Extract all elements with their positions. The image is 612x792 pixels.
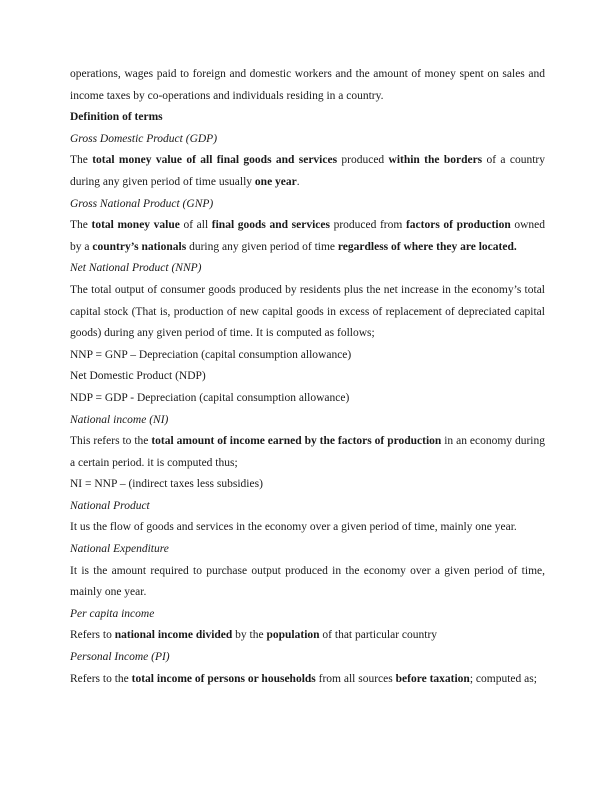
text-run: Personal Income (PI) bbox=[70, 651, 170, 664]
text-run: of that particular country bbox=[319, 629, 438, 642]
text-run: National income (NI) bbox=[70, 413, 169, 426]
text-run: It us the flow of goods and services in the economy over a given period of time, mainly one year. bbox=[70, 521, 517, 534]
text-run: total money value of all final goods and services bbox=[92, 154, 338, 167]
term-per-capita-income bbox=[70, 604, 545, 626]
term-national-expenditure bbox=[70, 539, 545, 561]
text-run: NDP = GDP - Depreciation (capital consumption allowance) bbox=[70, 391, 350, 404]
text-run: NNP = GNP – Depreciation (capital consumption allowance) bbox=[70, 348, 352, 361]
term-ndp bbox=[70, 366, 545, 388]
text-run: total income of persons or households bbox=[131, 672, 316, 685]
text-run: Refers to bbox=[70, 629, 115, 642]
text-run: final goods and services bbox=[211, 219, 330, 232]
text-run: national income divided bbox=[114, 629, 233, 642]
text-run: Per capita income bbox=[70, 607, 155, 620]
text-run: total amount of income earned by the factors of production bbox=[151, 435, 442, 448]
def-national-expenditure bbox=[70, 561, 545, 604]
text-run: This refers to the bbox=[70, 435, 152, 448]
text-run: . bbox=[296, 175, 300, 188]
def-national-income bbox=[70, 431, 545, 474]
text-run: NI = NNP – (indirect taxes less subsidies) bbox=[70, 478, 263, 491]
text-run: factors of production bbox=[405, 219, 511, 232]
para-intro-continuation bbox=[70, 64, 545, 107]
text-run: The bbox=[70, 154, 93, 167]
text-run: regardless of where they are located. bbox=[337, 240, 517, 253]
text-run: produced bbox=[337, 154, 389, 167]
formula-nnp bbox=[70, 345, 545, 367]
text-run: The bbox=[70, 219, 92, 232]
def-personal-income bbox=[70, 669, 545, 691]
text-run: during any given period of time bbox=[186, 240, 338, 253]
term-nnp bbox=[70, 258, 545, 280]
text-run: National Expenditure bbox=[70, 543, 169, 556]
text-run: The total output of consumer goods produced by residents plus the net increase in the economy’s total capital stock (That is, production of new capital goods in excess of replacement of depreciated capital goods) during any given period of time. It is computed as follows; bbox=[70, 283, 545, 340]
text-run: owned by a bbox=[70, 219, 545, 253]
text-run: Gross National Product (GNP) bbox=[70, 197, 214, 210]
term-national-income bbox=[70, 410, 545, 432]
def-per-capita-income bbox=[70, 625, 545, 647]
text-run: within the borders bbox=[388, 154, 483, 167]
formula-ndp bbox=[70, 388, 545, 410]
text-run: from all sources bbox=[315, 672, 396, 685]
text-run: Refers to the bbox=[70, 672, 132, 685]
text-run: population bbox=[266, 629, 320, 642]
text-run: of a country during any given period of time usually bbox=[70, 154, 545, 188]
text-run: ; computed as; bbox=[469, 672, 537, 685]
def-nnp bbox=[70, 280, 545, 345]
text-run: operations, wages paid to foreign and domestic workers and the amount of money spent on sales and income taxes by co-operations and individuals residing in a country. bbox=[70, 68, 545, 102]
def-gdp bbox=[70, 150, 545, 193]
term-gdp bbox=[70, 129, 545, 151]
text-run: by the bbox=[232, 629, 267, 642]
def-national-product bbox=[70, 517, 545, 539]
text-run: in an economy during a certain period. it is computed thus; bbox=[70, 435, 545, 469]
text-run: produced from bbox=[329, 219, 406, 232]
text-run: Net Domestic Product (NDP) bbox=[70, 370, 206, 383]
text-run: before taxation bbox=[395, 672, 470, 685]
text-run: It is the amount required to purchase output produced in the economy over a given period of time, mainly one year. bbox=[70, 564, 545, 599]
text-run: one year bbox=[254, 175, 297, 188]
term-national-product bbox=[70, 496, 545, 518]
def-gnp bbox=[70, 215, 545, 258]
formula-ni bbox=[70, 474, 545, 496]
document-content bbox=[70, 64, 545, 690]
text-run: Definition of terms bbox=[70, 111, 163, 124]
text-run: total money value bbox=[91, 219, 180, 232]
term-gnp bbox=[70, 194, 545, 216]
term-personal-income bbox=[70, 647, 545, 669]
text-run: Net National Product (NNP) bbox=[70, 262, 202, 275]
heading-definition-of-terms bbox=[70, 107, 545, 129]
text-run: country’s nationals bbox=[92, 240, 187, 253]
text-run: Gross Domestic Product (GDP) bbox=[70, 132, 218, 145]
text-run: of all bbox=[179, 219, 212, 232]
text-run: National Product bbox=[70, 499, 150, 512]
